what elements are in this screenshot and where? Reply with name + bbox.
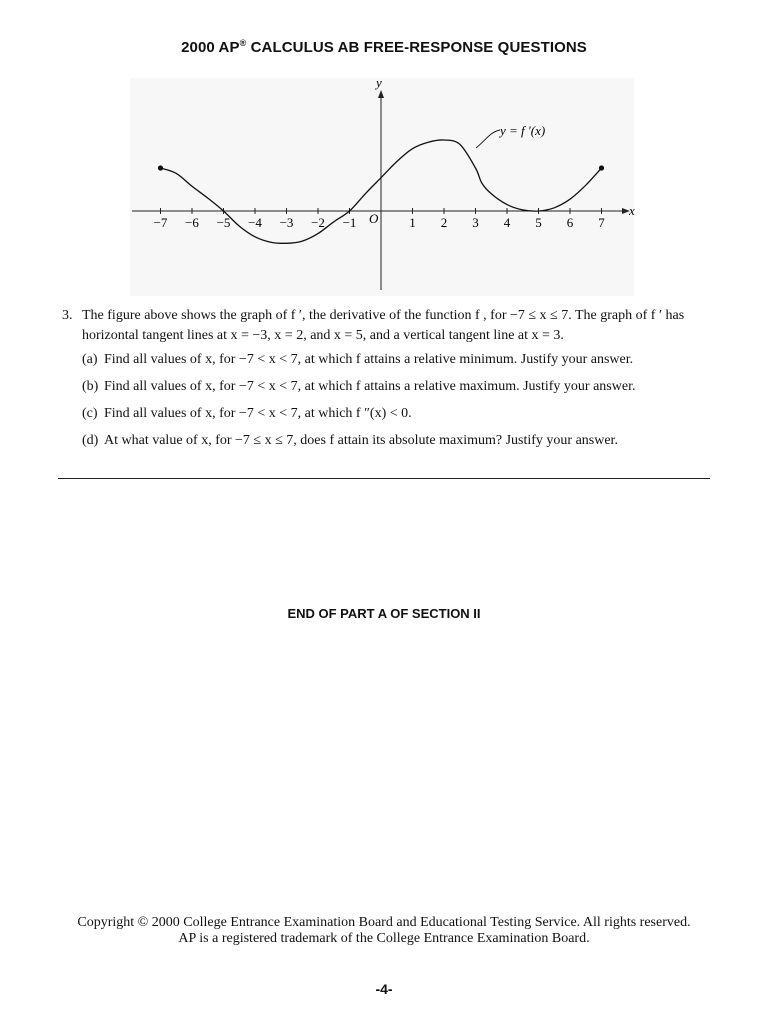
page-title bbox=[0, 38, 768, 56]
problem-line-2: horizontal tangent lines at x = −3, x = 2, and x = 5, and a vertical tangent line at x = 3. bbox=[82, 328, 564, 343]
left-endpoint bbox=[158, 165, 163, 170]
problem-line-1: The figure above shows the graph of f ′, the derivative of the function f , for −7 ≤ x ≤ 7. The graph of f ′ has bbox=[82, 308, 685, 323]
registered-mark: ® bbox=[239, 38, 247, 48]
problem-number: 3. bbox=[62, 308, 73, 323]
title-pre: 2000 AP bbox=[181, 39, 240, 56]
part-text: At what value of x, for −7 ≤ x ≤ 7, does f attain its absolute maximum? Justify your answer. bbox=[104, 433, 618, 448]
origin-label: O bbox=[369, 211, 379, 226]
part-d bbox=[62, 431, 712, 451]
copyright-line-1: Copyright © 2000 College Entrance Examination Board and Educational Testing Service. All rights reserved. bbox=[77, 915, 691, 930]
part-label: (a) bbox=[82, 352, 98, 367]
x-tick-label: 7 bbox=[598, 215, 605, 230]
part-c bbox=[62, 404, 712, 424]
x-tick-label: 4 bbox=[503, 215, 511, 230]
part-label: (d) bbox=[82, 433, 99, 448]
page-number: -4- bbox=[375, 981, 393, 997]
x-tick-label: −6 bbox=[185, 215, 199, 230]
x-tick-label: −7 bbox=[153, 215, 168, 230]
x-tick-label: −3 bbox=[279, 215, 294, 230]
part-text: Find all values of x, for −7 < x < 7, at which f attains a relative minimum. Justify your answer. bbox=[104, 352, 634, 367]
x-axis-label: x bbox=[629, 203, 635, 218]
plot-background bbox=[130, 78, 634, 296]
x-tick-label: 1 bbox=[409, 215, 416, 230]
x-tick-label: −1 bbox=[342, 215, 357, 230]
x-tick-label: 2 bbox=[440, 215, 448, 230]
part-a bbox=[62, 350, 712, 370]
part-b bbox=[62, 377, 712, 397]
y-axis-label: y bbox=[376, 75, 382, 90]
title-post: CALCULUS AB FREE-RESPONSE QUESTIONS bbox=[246, 39, 587, 56]
curve-label: y = f ′(x) bbox=[500, 123, 546, 138]
x-tick-label: −2 bbox=[311, 215, 325, 230]
part-label: (c) bbox=[82, 406, 98, 421]
x-tick-label: 5 bbox=[535, 215, 542, 230]
problem-3 bbox=[62, 306, 712, 458]
end-of-part-notice: END OF PART A OF SECTION II bbox=[287, 606, 481, 621]
x-tick-label: −5 bbox=[216, 215, 231, 230]
part-text: Find all values of x, for −7 < x < 7, at which f attains a relative maximum. Justify your answer. bbox=[104, 379, 636, 394]
problem-parts bbox=[62, 350, 712, 451]
divider bbox=[58, 478, 710, 479]
x-tick-label: 3 bbox=[472, 215, 479, 230]
copyright-notice bbox=[0, 915, 768, 947]
derivative-graph bbox=[0, 70, 768, 300]
part-label: (b) bbox=[82, 379, 99, 394]
x-tick-label: 6 bbox=[566, 215, 574, 230]
x-tick-label: −4 bbox=[248, 215, 262, 230]
right-endpoint bbox=[599, 165, 604, 170]
part-text: Find all values of x, for −7 < x < 7, at which f ″(x) < 0. bbox=[104, 406, 412, 421]
copyright-line-2: AP is a registered trademark of the College Entrance Examination Board. bbox=[178, 931, 590, 946]
